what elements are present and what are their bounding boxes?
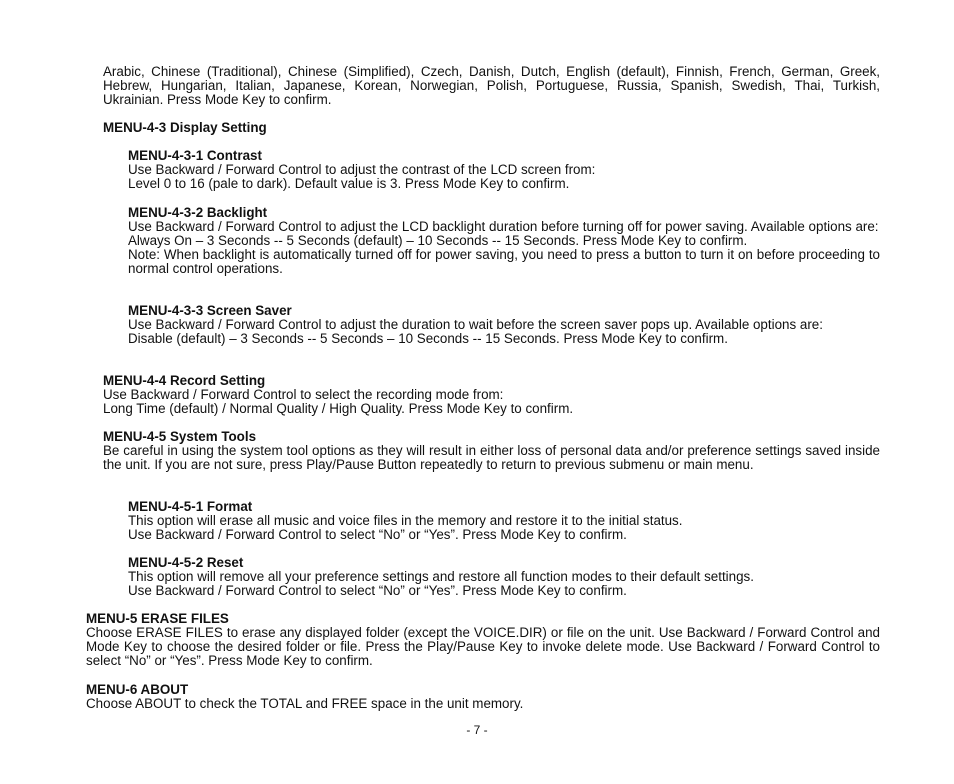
menu-4-3-2-line2: Always On – 3 Seconds -- 5 Seconds (default) – 10 Seconds -- 15 Seconds. Press Mode Key to confirm. xyxy=(128,233,748,248)
menu-4-5-2-line2: Use Backward / Forward Control to select “No” or “Yes”. Press Mode Key to confirm. xyxy=(128,583,627,598)
menu-4-3-1-line2: Level 0 to 16 (pale to dark). Default value is 3. Press Mode Key to confirm. xyxy=(128,176,570,191)
menu-6-section xyxy=(86,683,880,711)
menu-4-4-line2: Long Time (default) / Normal Quality / High Quality. Press Mode Key to confirm. xyxy=(103,401,574,416)
languages-text: Arabic, Chinese (Traditional), Chinese (Simplified), Czech, Danish, Dutch, English (default), Finnish, French, German, Greek, Hebrew, Hungarian, Italian, Japanese, Korean, Norwegian, Polish, Portuguese, Russia, Spanish, Swedish, Thai, Turkish, Ukrainian. Press Mode Key to confirm. xyxy=(103,64,880,107)
menu-4-3-2-section xyxy=(128,206,880,276)
menu-6-heading: MENU-6 ABOUT xyxy=(86,682,189,697)
menu-4-5-1-line1: This option will erase all music and voice files in the memory and restore it to the initial status. xyxy=(128,513,683,528)
menu-4-5-2-section xyxy=(128,556,880,598)
menu-4-3-heading: MENU-4-3 Display Setting xyxy=(103,120,267,135)
menu-4-3-2-heading: MENU-4-3-2 Backlight xyxy=(128,205,268,220)
menu-4-5-2-heading: MENU-4-5-2 Reset xyxy=(128,555,244,570)
menu-4-4-section xyxy=(103,374,880,416)
menu-4-5-1-line2: Use Backward / Forward Control to select “No” or “Yes”. Press Mode Key to confirm. xyxy=(128,527,627,542)
menu-4-3-section xyxy=(103,121,880,135)
menu-4-5-1-heading: MENU-4-5-1 Format xyxy=(128,499,253,514)
menu-4-3-1-heading: MENU-4-3-1 Contrast xyxy=(128,148,262,163)
menu-4-3-1-line1: Use Backward / Forward Control to adjust the contrast of the LCD screen from: xyxy=(128,162,596,177)
menu-4-3-2-line1: Use Backward / Forward Control to adjust the LCD backlight duration before turning off for power saving. Available options are: xyxy=(128,219,879,234)
menu-4-3-3-section xyxy=(128,304,880,346)
menu-4-4-line1: Use Backward / Forward Control to select the recording mode from: xyxy=(103,387,504,402)
menu-4-5-heading: MENU-4-5 System Tools xyxy=(103,429,257,444)
menu-4-3-3-heading: MENU-4-3-3 Screen Saver xyxy=(128,303,292,318)
menu-4-3-3-line2: Disable (default) – 3 Seconds -- 5 Seconds – 10 Seconds -- 15 Seconds. Press Mode Key to confirm. xyxy=(128,331,728,346)
menu-4-5-2-line1: This option will remove all your preference settings and restore all function modes to their default settings. xyxy=(128,569,754,584)
menu-5-section xyxy=(86,612,880,668)
menu-4-5-section xyxy=(103,430,880,472)
menu-4-3-2-note: Note: When backlight is automatically turned off for power saving, you need to press a button to turn it on before proceeding to normal control operations. xyxy=(128,247,880,276)
menu-5-line1: Choose ERASE FILES to erase any displayed folder (except the VOICE.DIR) or file on the unit. Use Backward / Forward Control and Mode Key to choose the desired folder or file. Press the Play/Pause Key to invoke delete mode. Use Backward / Forward Control to select “No” or “Yes”. Press Mode Key to confirm. xyxy=(86,625,880,668)
menu-6-line1: Choose ABOUT to check the TOTAL and FREE space in the unit memory. xyxy=(86,696,524,711)
menu-4-3-1-section xyxy=(128,149,880,191)
page-number: - 7 - xyxy=(466,723,488,737)
menu-4-4-heading: MENU-4-4 Record Setting xyxy=(103,373,266,388)
menu-5-heading: MENU-5 ERASE FILES xyxy=(86,611,229,626)
menu-4-5-1-section xyxy=(128,500,880,542)
menu-4-5-line1: Be careful in using the system tool options as they will result in either loss of personal data and/or preference settings saved inside the unit. If you are not sure, press Play/Pause Button repeatedly to return to previous submenu or main menu. xyxy=(103,443,880,472)
languages-section xyxy=(103,65,880,107)
menu-4-3-3-line1: Use Backward / Forward Control to adjust the duration to wait before the screen saver pops up. Available options are: xyxy=(128,317,823,332)
